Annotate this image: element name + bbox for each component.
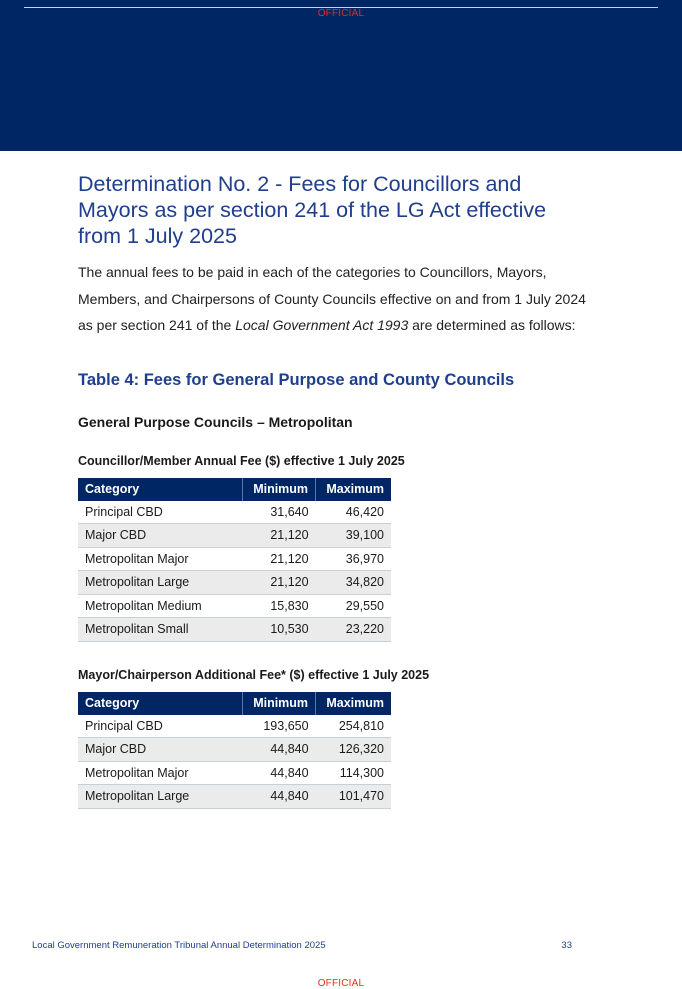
cell-category: Metropolitan Large (78, 571, 243, 595)
cell-maximum: 39,100 (316, 524, 391, 548)
section-title: General Purpose Councils – Metropolitan (78, 413, 353, 430)
title-line-3: from 1 July 2025 (78, 224, 237, 248)
cell-category: Major CBD (78, 524, 243, 548)
cell-maximum: 34,820 (316, 571, 391, 595)
cell-maximum: 29,550 (316, 594, 391, 618)
cell-minimum: 21,120 (243, 524, 316, 548)
cell-maximum: 36,970 (316, 547, 391, 571)
table-row (78, 501, 391, 524)
table-row (78, 524, 391, 548)
cell-minimum: 193,650 (243, 715, 316, 738)
table-row (78, 547, 391, 571)
cell-category: Metropolitan Major (78, 761, 243, 785)
table-row (78, 761, 391, 785)
intro-text-end: are determined as follows: (408, 317, 576, 333)
councillor-fee-table (78, 478, 391, 642)
header-maximum: Maximum (316, 692, 391, 715)
cell-maximum: 114,300 (316, 761, 391, 785)
table-row (78, 715, 391, 738)
cell-maximum: 254,810 (316, 715, 391, 738)
page-title (78, 171, 598, 249)
cell-minimum: 15,830 (243, 594, 316, 618)
cell-category: Major CBD (78, 738, 243, 762)
cell-category: Metropolitan Small (78, 618, 243, 642)
mayor-fee-table (78, 692, 391, 809)
cell-maximum: 101,470 (316, 785, 391, 809)
councillor-table-caption: Councillor/Member Annual Fee ($) effective 1 July 2025 (78, 453, 405, 468)
footer-text: Local Government Remuneration Tribunal Annual Determination 2025 (32, 940, 326, 951)
cell-minimum: 44,840 (243, 785, 316, 809)
page-number: 33 (561, 940, 572, 951)
cell-minimum: 44,840 (243, 738, 316, 762)
header-minimum: Minimum (243, 478, 316, 501)
classification-label-top: OFFICIAL (317, 8, 365, 19)
header-category: Category (78, 692, 243, 715)
cell-minimum: 21,120 (243, 547, 316, 571)
table-title: Table 4: Fees for General Purpose and County Councils (78, 370, 515, 389)
table-header-row (78, 478, 391, 501)
intro-text-start: The annual fees to be paid in each of the categories to Councillors, Mayors, Members, and Chairpersons of County Councils effective on and from 1 July 2024 as per section 241 of the (78, 264, 586, 333)
cell-category: Metropolitan Medium (78, 594, 243, 618)
cell-minimum: 31,640 (243, 501, 316, 524)
act-name: Local Government Act 1993 (235, 317, 409, 333)
cell-category: Metropolitan Major (78, 547, 243, 571)
table-row (78, 594, 391, 618)
intro-paragraph (78, 259, 598, 339)
table-row (78, 785, 391, 809)
cell-minimum: 10,530 (243, 618, 316, 642)
table-row (78, 571, 391, 595)
header-maximum: Maximum (316, 478, 391, 501)
cell-minimum: 44,840 (243, 761, 316, 785)
header-category: Category (78, 478, 243, 501)
table-row (78, 618, 391, 642)
cell-minimum: 21,120 (243, 571, 316, 595)
cell-category: Metropolitan Large (78, 785, 243, 809)
page-content (78, 171, 598, 809)
cell-category: Principal CBD (78, 501, 243, 524)
table-row (78, 738, 391, 762)
classification-label-bottom: OFFICIAL (317, 978, 365, 989)
header-banner (0, 0, 682, 151)
mayor-table-caption: Mayor/Chairperson Additional Fee* ($) effective 1 July 2025 (78, 667, 430, 682)
cell-maximum: 23,220 (316, 618, 391, 642)
cell-maximum: 126,320 (316, 738, 391, 762)
cell-maximum: 46,420 (316, 501, 391, 524)
table-header-row (78, 692, 391, 715)
cell-category: Principal CBD (78, 715, 243, 738)
page-footer (32, 940, 572, 951)
title-line-1: Determination No. 2 - Fees for Councillors and (78, 172, 522, 196)
title-line-2: Mayors as per section 241 of the LG Act effective (78, 198, 547, 222)
header-minimum: Minimum (243, 692, 316, 715)
